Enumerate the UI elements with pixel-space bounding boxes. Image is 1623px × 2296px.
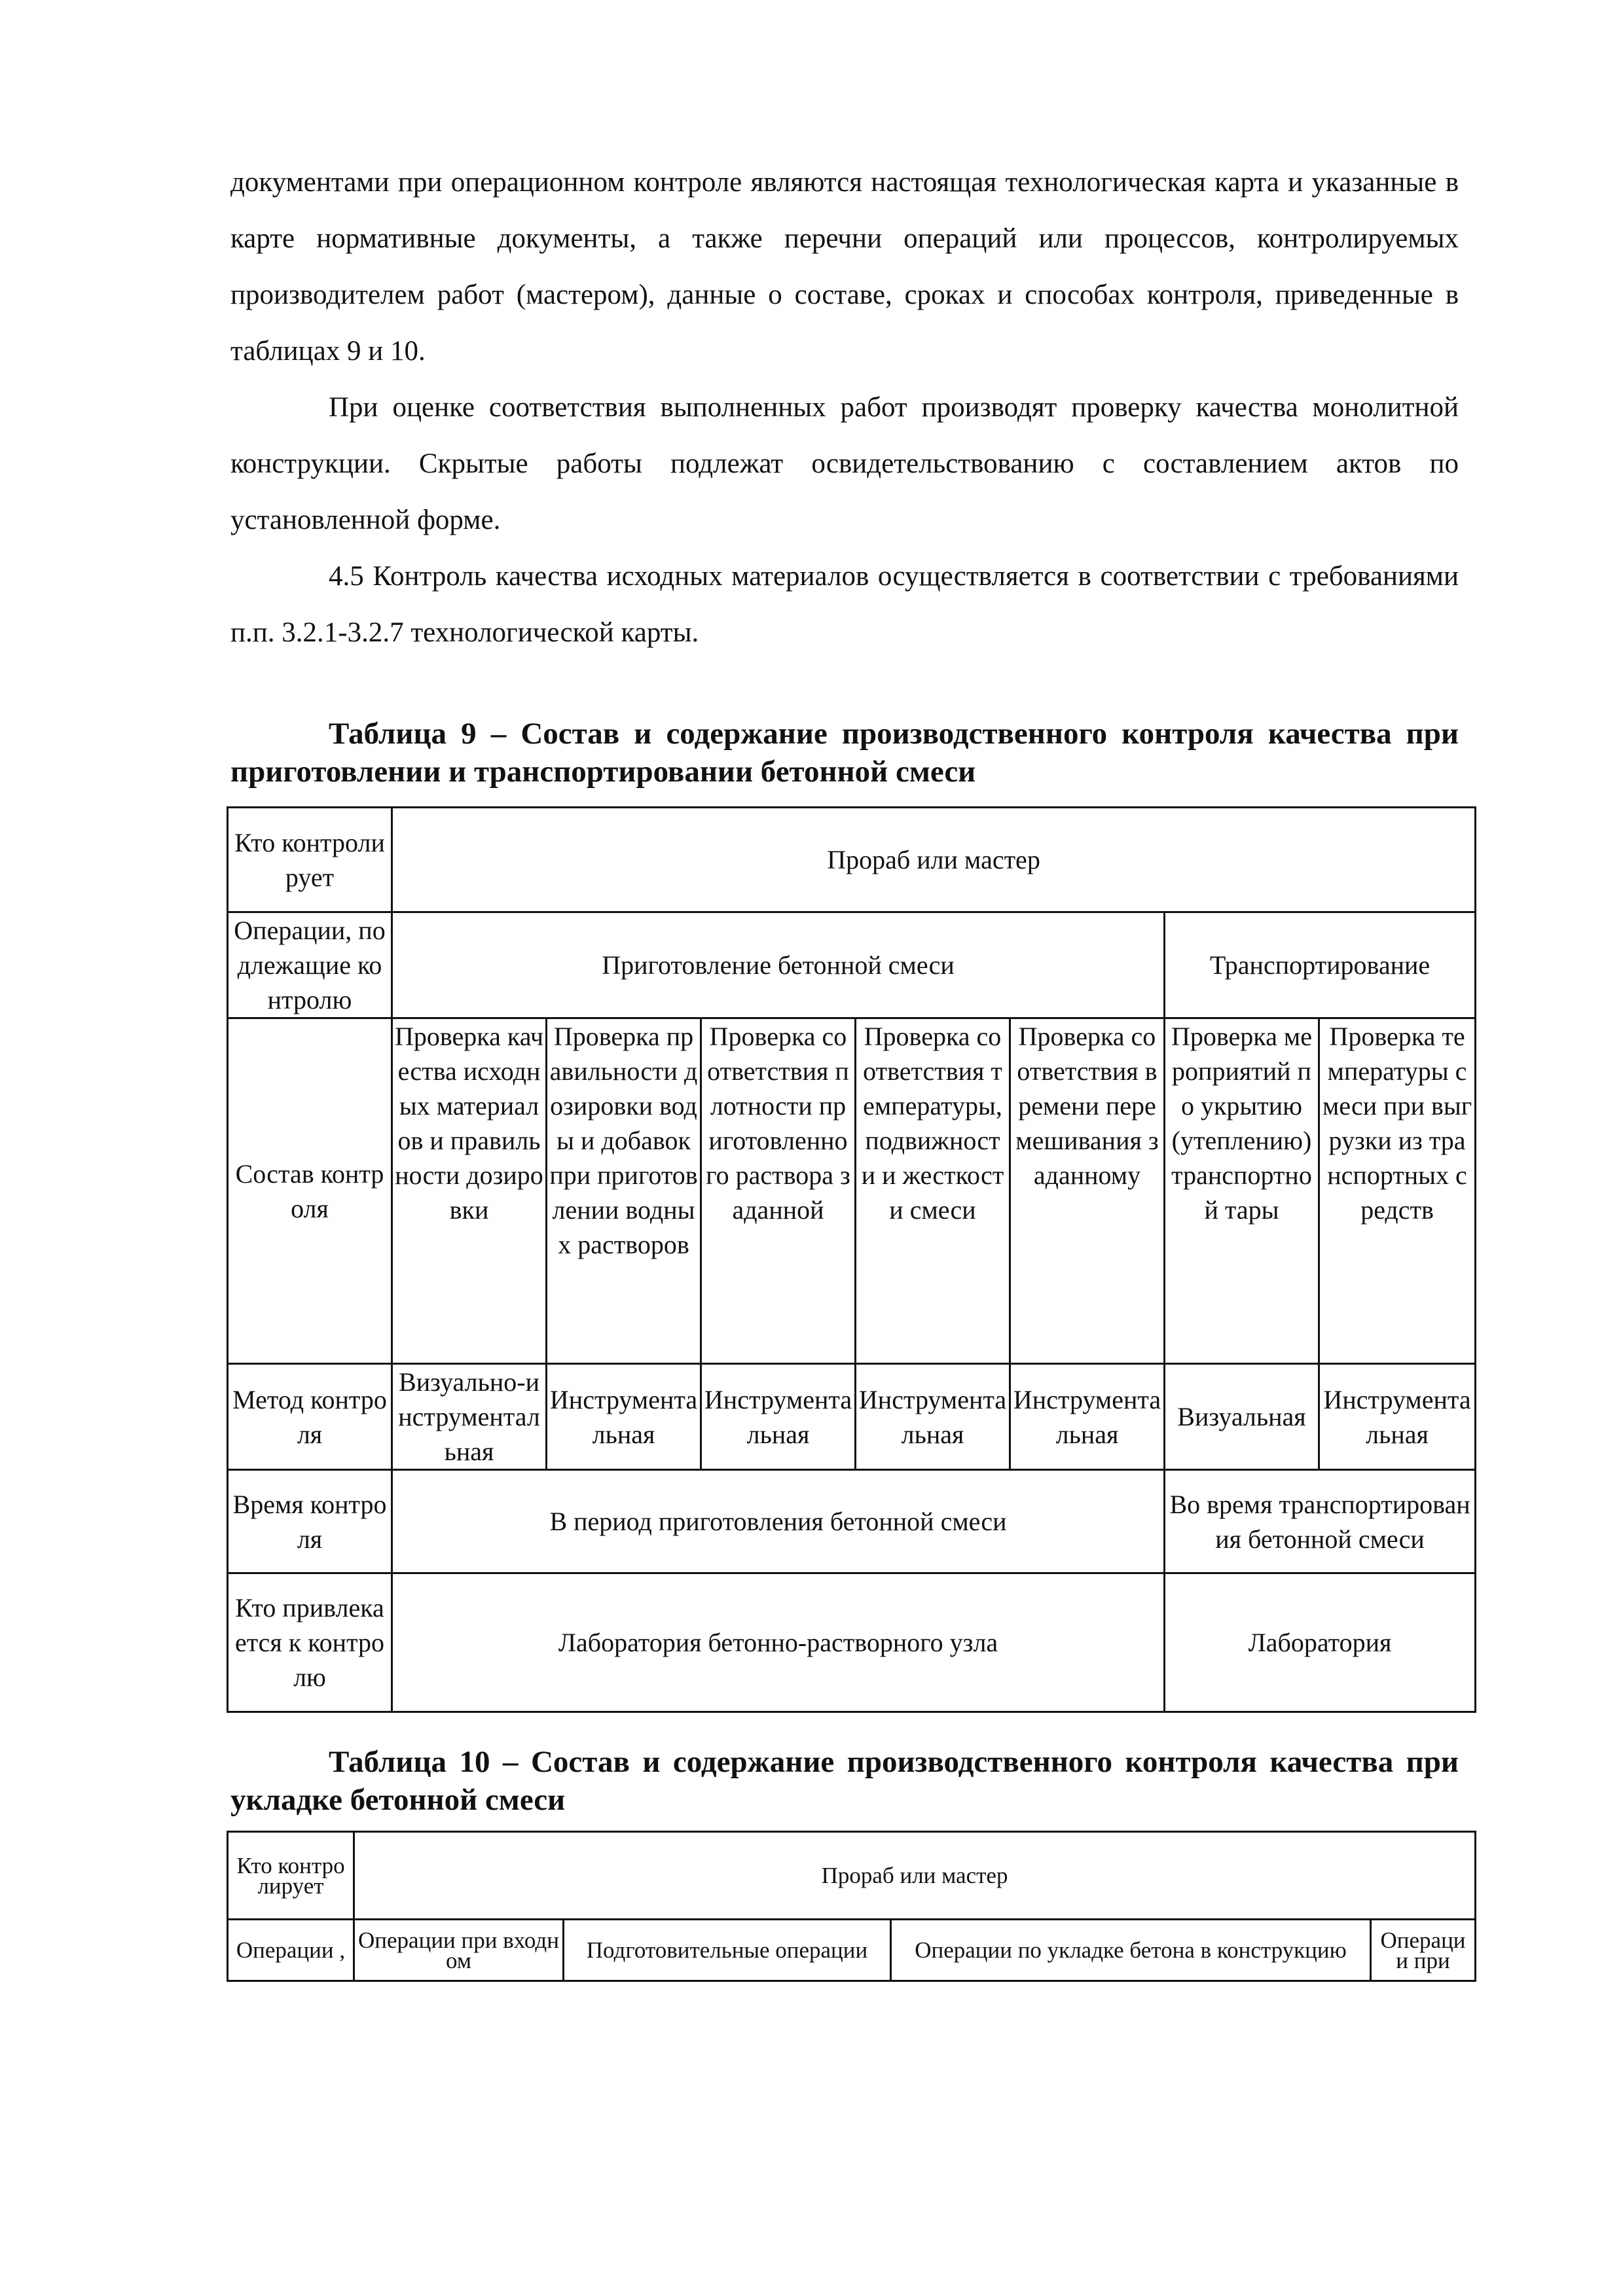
table9-row-method: [228, 1364, 1476, 1470]
composition-cell: Проверка правильности дозировки воды и добавок при приготовлении водных растворов: [547, 1018, 701, 1364]
composition-cell: Проверка мероприятий по укрытию (утеплению) транспортной тары: [1165, 1018, 1319, 1364]
row-label-time: Время контроля: [228, 1470, 392, 1573]
method-cell: Инструментальная: [1010, 1364, 1165, 1470]
involved-transport: Лаборатория: [1165, 1573, 1476, 1712]
table10-row-operations: [228, 1920, 1476, 1981]
operation-cell: Подготовительные операции: [564, 1920, 891, 1981]
row-label-who: Кто контролирует: [228, 808, 392, 912]
method-cell: Инструментальная: [856, 1364, 1010, 1470]
row-label-who: Кто контролирует: [228, 1832, 354, 1920]
method-cell: Инструментальная: [547, 1364, 701, 1470]
table9-row-composition: [228, 1018, 1476, 1364]
time-preparation: В период приготовления бетонной смеси: [392, 1470, 1165, 1573]
composition-cell: Проверка температуры смеси при выгрузки из транспортных средств: [1319, 1018, 1476, 1364]
table9: [227, 806, 1476, 1713]
method-cell: Визуально-инструментальная: [392, 1364, 547, 1470]
composition-cell: Проверка соответствия температуры, подвижности и жесткости смеси: [856, 1018, 1010, 1364]
row-label-composition: Состав контроля: [228, 1018, 392, 1364]
paragraph-2: При оценке соответствия выполненных работ производят проверку качества монолитной конструкции. Скрытые работы подлежат освидетельствованию с составлением актов по установленной форме.: [230, 392, 1459, 535]
who-value: Прораб или мастер: [354, 1832, 1476, 1920]
operation-cell: Операции по укладке бетона в конструкцию: [891, 1920, 1371, 1981]
table9-row-time: [228, 1470, 1476, 1573]
method-cell: Инструментальная: [1319, 1364, 1476, 1470]
operation-cell: Операци и при: [1371, 1920, 1476, 1981]
paragraph-1: документами при операционном контроле являются настоящая технологическая карта и указанные в карте нормативные документы, а также перечни операций или процессов, контролируемых производителем работ (мастером), данные о составе, сроках и способах контроля, приведенные в таблицах 9 и 10.: [230, 167, 1459, 367]
method-cell: Инструментальная: [701, 1364, 856, 1470]
table9-row-who: [228, 808, 1476, 912]
row-label-operations: Операции, подлежащие контролю: [228, 912, 392, 1018]
operation-cell: Операции при входном: [354, 1920, 564, 1981]
table10-caption: Таблица 10 – Состав и содержание производственного контроля качества при укладке бетонной смеси: [230, 1745, 1459, 1817]
involved-preparation: Лаборатория бетонно-растворного узла: [392, 1573, 1165, 1712]
row-label-method: Метод контроля: [228, 1364, 392, 1470]
operation-preparation: Приготовление бетонной смеси: [392, 912, 1165, 1018]
paragraph-3: 4.5 Контроль качества исходных материалов осуществляется в соответствии с требованиями п.п. 3.2.1-3.2.7 технологической карты.: [230, 561, 1459, 648]
table10-row-who: [228, 1832, 1476, 1920]
table10: [227, 1831, 1476, 1982]
composition-cell: Проверка соответствия плотности приготовленного раствора заданной: [701, 1018, 856, 1364]
row-label-operations: Операции ,: [228, 1920, 354, 1981]
table9-caption: Таблица 9 – Состав и содержание производственного контроля качества при приготовлении и транспортировании бетонной смеси: [230, 717, 1459, 789]
composition-cell: Проверка качества исходных материалов и правильности дозировки: [392, 1018, 547, 1364]
time-transport: Во время транспортирования бетонной смеси: [1165, 1470, 1476, 1573]
row-label-involved: Кто привлекается к контролю: [228, 1573, 392, 1712]
table9-row-operations: [228, 912, 1476, 1018]
table9-row-involved: [228, 1573, 1476, 1712]
operation-transport: Транспортирование: [1165, 912, 1476, 1018]
method-cell: Визуальная: [1165, 1364, 1319, 1470]
who-value: Прораб или мастер: [392, 808, 1476, 912]
composition-cell: Проверка соответствия времени перемешивания заданному: [1010, 1018, 1165, 1364]
